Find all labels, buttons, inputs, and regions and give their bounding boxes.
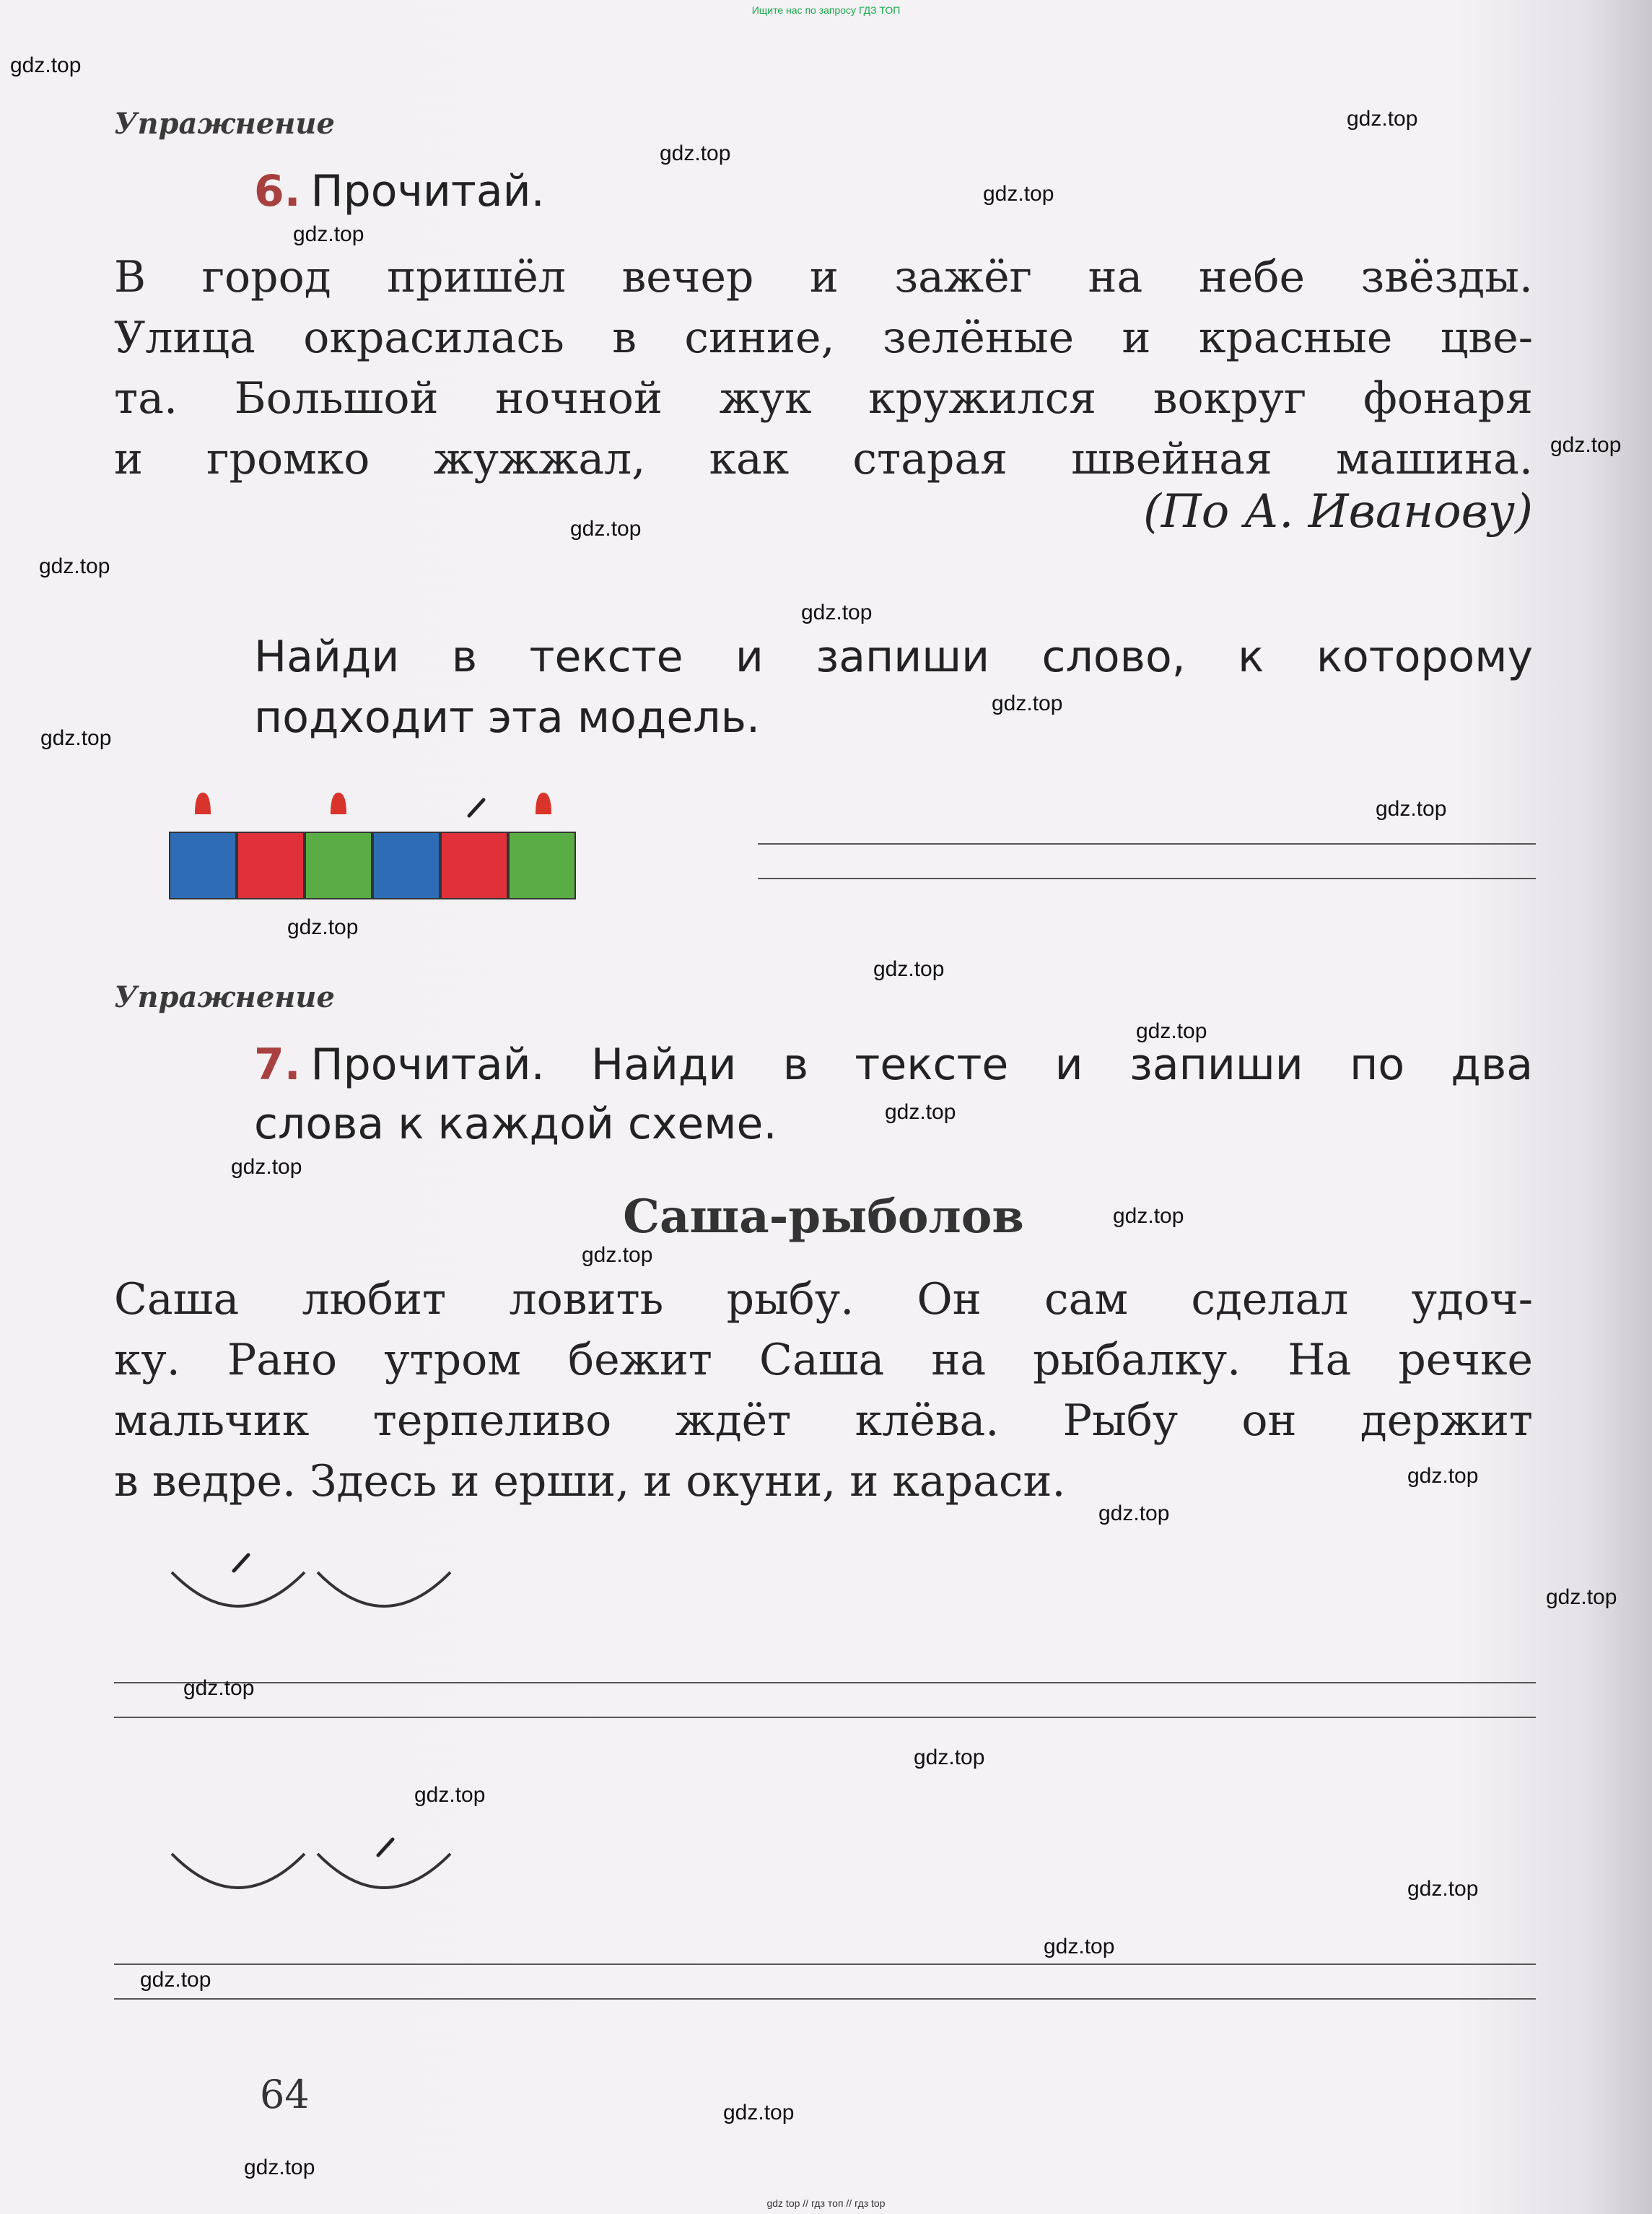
watermark: gdz.top	[414, 1783, 486, 1807]
watermark: gdz.top	[231, 1155, 302, 1179]
text-line: В город пришёл вечер и зажёг на небе звёзды.	[114, 252, 1533, 302]
watermark: gdz.top	[40, 726, 112, 750]
watermark: gdz.top	[1098, 1502, 1170, 1525]
watermark: gdz.top	[873, 957, 945, 981]
exercise-7-task-line: слова к каждой схеме.	[254, 1099, 777, 1149]
footer-banner: gdz top // гдз топ // гдз top	[766, 2197, 886, 2209]
watermark: gdz.top	[183, 1676, 255, 1700]
watermark: gdz.top	[885, 1100, 956, 1124]
watermark: gdz.top	[1546, 1585, 1617, 1609]
instruction-line: Найди в тексте и запиши слово, к которому	[254, 632, 1533, 682]
instruction-line: подходит эта модель.	[254, 692, 761, 743]
stress-mark-icon	[234, 1555, 248, 1571]
watermark: gdz.top	[39, 554, 110, 578]
exercise-7-number: 7.	[254, 1040, 301, 1090]
syllable-arc-icon	[172, 1854, 305, 1888]
watermark: gdz.top	[1376, 797, 1447, 821]
stress-mark-icon	[378, 1839, 393, 1855]
top-banner: Ищите нас по запросу ГДЗ ТОП	[751, 4, 901, 16]
exercise-7-label: Упражнение	[114, 980, 335, 1014]
watermark: gdz.top	[1407, 1464, 1479, 1488]
watermark: gdz.top	[1136, 1019, 1207, 1043]
watermark: gdz.top	[1407, 1877, 1479, 1901]
syllable-arc-icon	[172, 1572, 305, 1606]
watermark: gdz.top	[983, 182, 1054, 206]
watermark: gdz.top	[1113, 1204, 1184, 1228]
watermark: gdz.top	[992, 692, 1063, 715]
watermark: gdz.top	[244, 2156, 315, 2179]
watermark: gdz.top	[660, 141, 731, 165]
watermark: gdz.top	[1550, 433, 1622, 457]
answer-line	[114, 1964, 1536, 1965]
watermark: gdz.top	[140, 1968, 211, 1992]
watermark: gdz.top	[293, 222, 364, 246]
text-line: Саша любит ловить рыбу. Он сам сделал удоч-	[114, 1274, 1533, 1325]
answer-line	[114, 1717, 1536, 1718]
page-number: 64	[260, 2072, 310, 2117]
watermark: gdz.top	[1347, 107, 1418, 131]
answer-line	[114, 1998, 1536, 2000]
story-title: Саша-рыболов	[623, 1190, 1024, 1244]
text-line: и громко жужжал, как старая швейная машина.	[114, 434, 1533, 484]
watermark: gdz.top	[287, 915, 359, 939]
watermark: gdz.top	[914, 1746, 985, 1769]
syllable-arc-icon	[318, 1854, 450, 1888]
exercise-6-task-text: Прочитай.	[310, 166, 545, 217]
watermark: gdz.top	[723, 2101, 795, 2124]
text-line: та. Большой ночной жук кружился вокруг фонаря	[114, 373, 1533, 424]
watermark: gdz.top	[10, 53, 82, 77]
answer-line	[114, 1682, 1536, 1683]
text-line: Улица окрасилась в синие, зелёные и красные цве-	[114, 313, 1533, 363]
exercise-6-label: Упражнение	[114, 107, 335, 141]
syllable-arc-icon	[318, 1572, 450, 1606]
exercise-6-number: 6.	[254, 166, 301, 217]
text-line: мальчик терпеливо ждёт клёва. Рыбу он держит	[114, 1395, 1533, 1446]
text-line: в ведре. Здесь и ерши, и окуни, и караси.	[114, 1456, 1066, 1507]
author-attribution: (По А. Иванову)	[1142, 485, 1533, 539]
scheme-1	[172, 1555, 450, 1606]
watermark: gdz.top	[1044, 1935, 1115, 1958]
watermark: gdz.top	[801, 601, 873, 624]
scheme-2	[172, 1839, 450, 1888]
exercise-7-task-text: Прочитай. Найди в тексте и запиши по два	[310, 1040, 1533, 1090]
watermark: gdz.top	[570, 517, 642, 541]
text-line: ку. Рано утром бежит Саша на рыбалку. На речке	[114, 1335, 1533, 1385]
watermark: gdz.top	[582, 1243, 653, 1267]
